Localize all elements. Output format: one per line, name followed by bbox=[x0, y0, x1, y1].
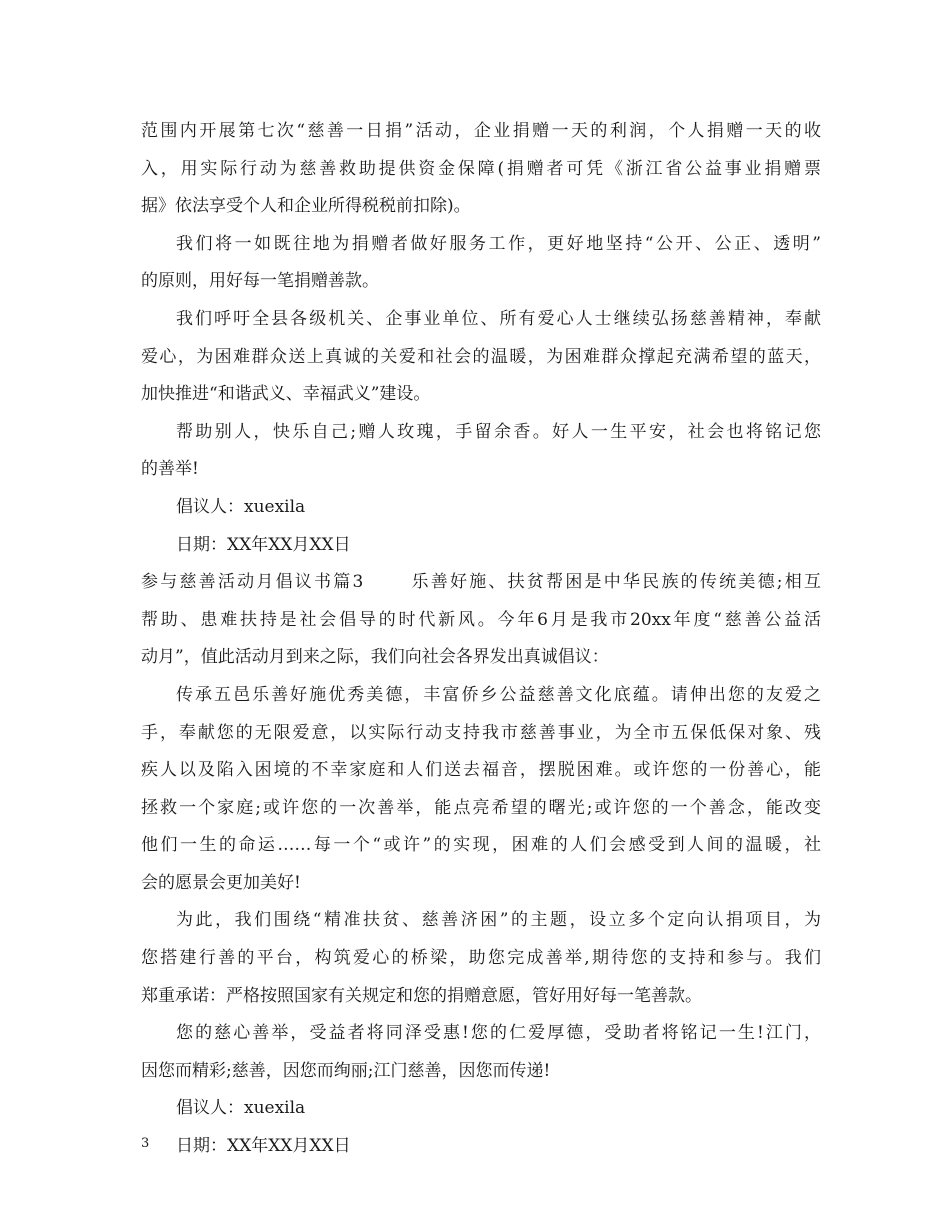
text-line: 的原则，用好每一笔捐赠善款。 bbox=[141, 271, 379, 292]
text-line: 入，用实际行动为慈善救助提供资金保障(捐赠者可凭《浙江省公益事业捐赠票 bbox=[141, 158, 821, 179]
text-line: 会的愿景会更加美好! bbox=[141, 872, 301, 893]
text-line: 传承五邑乐善好施优秀美德，丰富侨乡公益慈善文化底蕴。请伸出您的友爱之 bbox=[176, 684, 821, 705]
text-line: 您的慈心善举，受益者将同泽受惠!您的仁爱厚德，受助者将铭记一生!江门， bbox=[176, 1023, 821, 1044]
text-line: 帮助别人，快乐自己;赠人玫瑰，手留余香。好人一生平安，社会也将铭记您 bbox=[176, 421, 821, 442]
text-line: 为此，我们围绕“精准扶贫、慈善济困”的主题，设立多个定向认捐项目，为 bbox=[176, 910, 821, 931]
text-line: 帮助、患难扶持是社会倡导的时代新风。今年6月是我市20xx年度“慈善公益活 bbox=[141, 609, 821, 630]
text-line: 范围内开展第七次“慈善一日捐”活动，企业捐赠一天的利润，个人捐赠一天的收 bbox=[141, 121, 821, 141]
text-line: 拯救一个家庭;或许您的一次善举，能点亮希望的曙光;或许您的一个善念，能改变 bbox=[141, 797, 821, 818]
text-line: 加快推进“和谐武义、幸福武义”建设。 bbox=[141, 384, 431, 405]
text-line: 他们一生的命运……每一个“或许”的实现，困难的人们会感受到人间的温暖，社 bbox=[141, 835, 821, 856]
text-line: 手，奉献您的无限爱意，以实际行动支持我市慈善事业，为全市五保低保对象、残 bbox=[141, 722, 821, 743]
section-heading-line bbox=[141, 564, 821, 602]
text-line: 我们呼吁全县各级机关、企事业单位、所有爱心人士继续弘扬慈善精神，奉献 bbox=[176, 308, 821, 329]
text-line: 据》依法享受个人和企业所得税税前扣除)。 bbox=[141, 196, 471, 217]
text-line: 因您而精彩;慈善，因您而绚丽;江门慈善，因您而传递! bbox=[141, 1060, 551, 1081]
date-line: 日期：XX年XX月XX日 bbox=[176, 534, 351, 555]
text-line: 动月”，值此活动月到来之际，我们向社会各界发出真诚倡议： bbox=[141, 647, 609, 668]
text-line: 爱心，为困难群众送上真诚的关爱和社会的温暖，为困难群众撑起充满希望的蓝天， bbox=[141, 346, 821, 367]
text-line: 郑重承诺：严格按照国家有关规定和您的捐赠意愿，管好用好每一笔善款。 bbox=[141, 985, 702, 1006]
section-heading: 参与慈善活动月倡议书篇3 bbox=[141, 572, 364, 593]
proposer-line: 倡议人：xuexila bbox=[176, 1098, 306, 1119]
page-number: 3 bbox=[141, 1136, 150, 1151]
date-line: 日期：XX年XX月XX日 bbox=[176, 1136, 351, 1157]
text-line: 您搭建行善的平台，构筑爱心的桥梁，助您完成善举,期待您的支持和参与。我们 bbox=[141, 948, 821, 969]
text-line: 的善举! bbox=[141, 459, 199, 480]
text-line: 乐善好施、扶贫帮困是中华民族的传统美德;相互 bbox=[409, 572, 821, 593]
proposer-line: 倡议人：xuexila bbox=[176, 496, 306, 517]
text-line: 我们将一如既往地为捐赠者做好服务工作，更好地坚持“公开、公正、透明” bbox=[176, 233, 821, 254]
text-line: 疾人以及陷入困境的不幸家庭和人们送去福音，摆脱困难。或许您的一份善心，能 bbox=[141, 760, 821, 781]
document-body bbox=[141, 113, 821, 1166]
